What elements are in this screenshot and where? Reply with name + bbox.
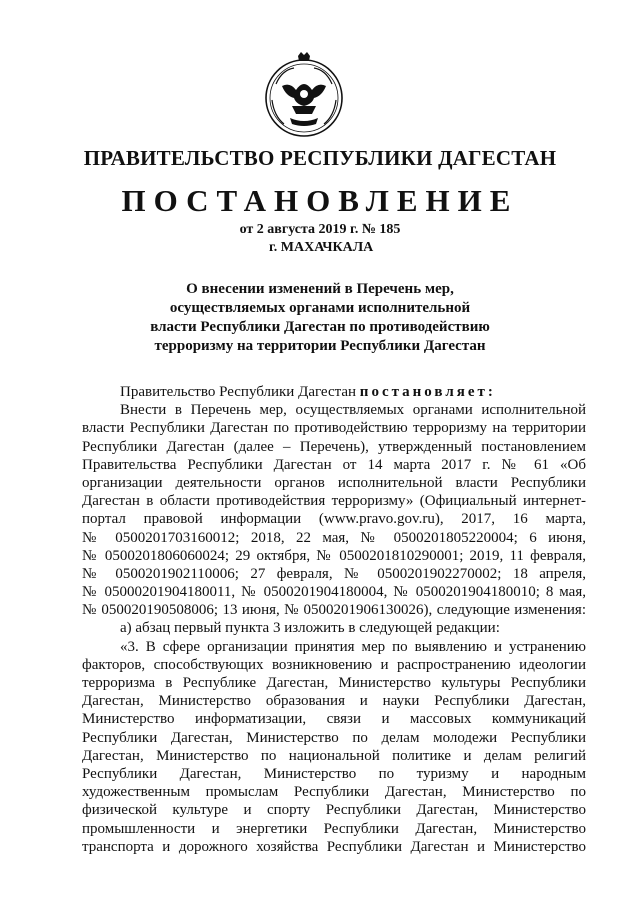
coat-of-arms-emblem xyxy=(262,48,346,144)
body-line: художественным промыслам Республики Дагестан, Министерство по xyxy=(82,784,586,801)
body-line: Дагестан, Министерство образования и науки Республики Дагестан, xyxy=(82,693,586,710)
body-line: Министерство информатизации, связи и массовых коммуникаций xyxy=(82,711,586,728)
body-line: Внести в Перечень мер, осуществляемых органами исполнительной xyxy=(120,402,586,419)
subject-line: осуществляемых органами исполнительной xyxy=(169,300,471,316)
body-line: № 0500201806060024; 29 октября, № 0500201810290001; 2019, 11 февраля, xyxy=(82,547,586,564)
document-subject xyxy=(80,280,560,356)
body-line: Дагестан, Министерство по национальной политике и делам религий xyxy=(82,747,586,764)
body-line: а) абзац первый пункта 3 изложить в следующей редакции: xyxy=(120,620,500,637)
document-date-number: от 2 августа 2019 г. № 185 xyxy=(239,222,401,237)
subject-line: О внесении изменений в Перечень мер, xyxy=(186,281,454,297)
body-line: терроризма в Республике Дагестан, Министерство культуры Республики xyxy=(82,675,586,691)
body-line: транспорта и дорожного хозяйства Республики Дагестан и Министерство xyxy=(82,838,586,855)
body-line: № 0500201703160012; 2018, 22 мая, № 0500201805220004; 6 июня, xyxy=(82,529,586,546)
body-line: № 05000201904180011, № 0500201904180004, № 0500201904180010; 8 мая, xyxy=(82,584,586,601)
preamble-line xyxy=(82,383,586,401)
body-line: факторов, способствующих возникновению и распространению идеологии xyxy=(82,656,586,673)
body-line: Республики Дагестан, Министерство по туризму и народным xyxy=(82,765,586,782)
subject-line: власти Республики Дагестан по противодействию xyxy=(150,319,490,335)
body-line: Республики Дагестан, Министерство по делам молодежи Республики xyxy=(82,729,586,746)
body-line: промышленности и энергетики Республики Дагестан, Министерство xyxy=(82,820,586,837)
subject-line: терроризму на территории Республики Дагестан xyxy=(154,338,486,354)
government-title: ПРАВИТЕЛЬСТВО РЕСПУБЛИКИ ДАГЕСТАН xyxy=(83,146,557,170)
body-line: власти Республики Дагестан по противодействию терроризму на территории xyxy=(82,420,586,437)
body-line: Правительства Республики Дагестан от 14 марта 2017 г. № 61 «Об xyxy=(82,456,586,473)
body-line: № 050020190508006; 13 июня, № 0500201906130026), следующие изменения: xyxy=(82,602,586,619)
body-line: физической культуре и спорту Республики Дагестан, Министерство xyxy=(82,802,586,819)
body-line: Дагестан в области противодействия терроризму» (Официальный интернет- xyxy=(82,493,586,510)
body-line: «3. В сфере организации принятия мер по выявлению и устранению xyxy=(120,638,586,655)
body-line: организации деятельности органов исполнительной власти Республики xyxy=(82,474,586,491)
preamble-text: Правительство Республики Дагестан xyxy=(120,384,360,400)
preamble-emphasis: постановляет: xyxy=(359,384,496,400)
document-body xyxy=(82,383,586,856)
document-place: г. МАХАЧКАЛА xyxy=(269,240,374,255)
document-type: ПОСТАНОВЛЕНИЕ xyxy=(121,183,519,218)
body-line: Республики Дагестан (далее – Перечень), утвержденный постановлением xyxy=(82,438,586,455)
body-line: портал правовой информации (www.pravo.gov.ru), 2017, 16 марта, xyxy=(82,511,586,528)
body-line: № 0500201902110006; 27 февраля, № 0500201902270002; 18 апреля, xyxy=(82,565,586,582)
